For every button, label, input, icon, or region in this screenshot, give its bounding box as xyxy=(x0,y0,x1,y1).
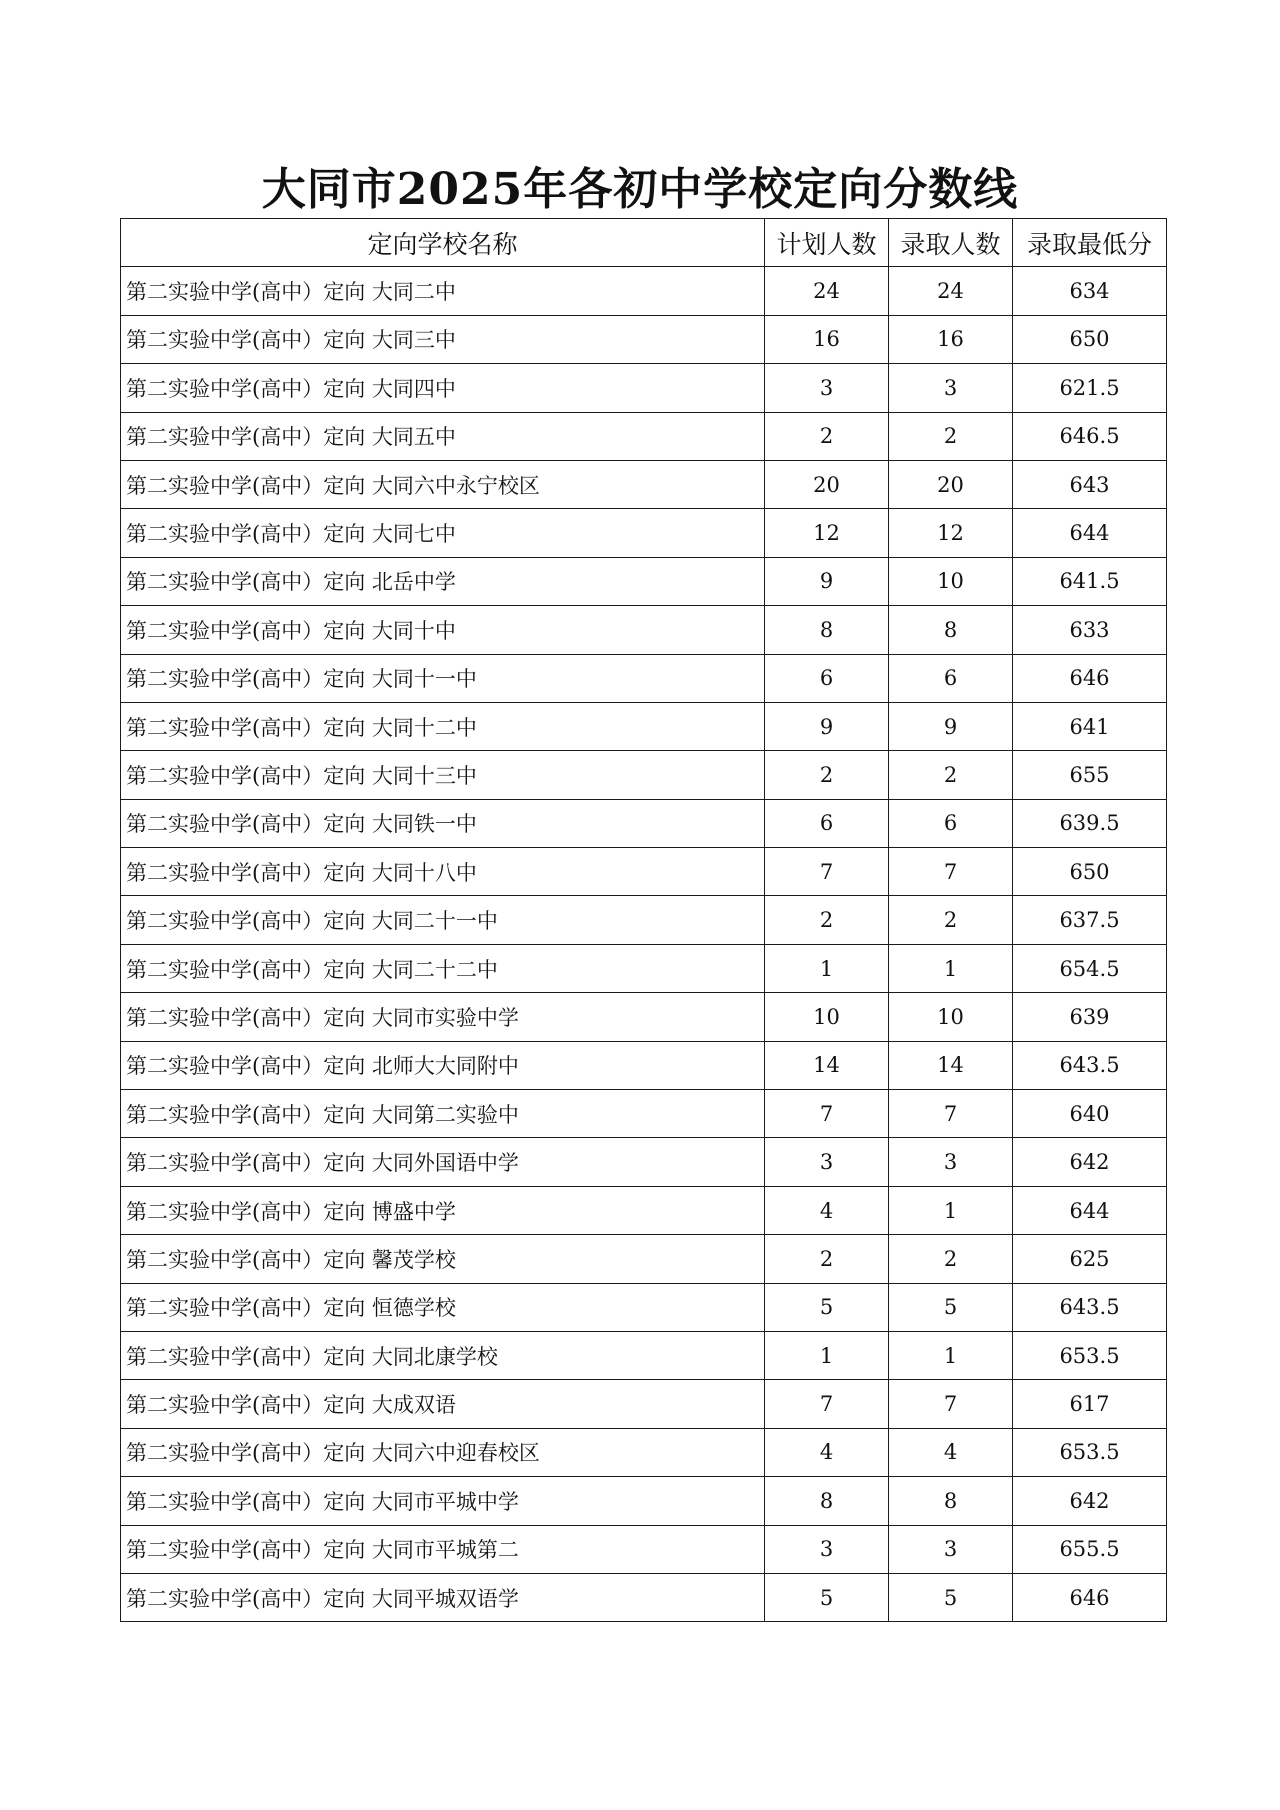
cell-school-name: 第二实验中学(高中）定向 大同十一中 xyxy=(121,654,765,702)
cell-min-score: 643.5 xyxy=(1013,1041,1167,1089)
cell-school-name: 第二实验中学(高中）定向 大同第二实验中 xyxy=(121,1090,765,1138)
cell-admitted-count: 8 xyxy=(889,1477,1013,1525)
cell-plan-count: 16 xyxy=(765,315,889,363)
cell-plan-count: 2 xyxy=(765,412,889,460)
cell-plan-count: 2 xyxy=(765,751,889,799)
cell-school-name: 第二实验中学(高中）定向 恒德学校 xyxy=(121,1283,765,1331)
cell-plan-count: 4 xyxy=(765,1186,889,1234)
cell-min-score: 650 xyxy=(1013,848,1167,896)
table-row xyxy=(121,1573,1167,1621)
table-row xyxy=(121,1235,1167,1283)
table-row xyxy=(121,1428,1167,1476)
cell-admitted-count: 7 xyxy=(889,1090,1013,1138)
cell-school-name: 第二实验中学(高中）定向 北岳中学 xyxy=(121,557,765,605)
cell-admitted-count: 2 xyxy=(889,1235,1013,1283)
cell-plan-count: 8 xyxy=(765,606,889,654)
cell-min-score: 640 xyxy=(1013,1090,1167,1138)
cell-min-score: 641 xyxy=(1013,702,1167,750)
cell-admitted-count: 6 xyxy=(889,799,1013,847)
cell-min-score: 617 xyxy=(1013,1380,1167,1428)
cell-admitted-count: 6 xyxy=(889,654,1013,702)
cell-school-name: 第二实验中学(高中）定向 大同铁一中 xyxy=(121,799,765,847)
table-row xyxy=(121,606,1167,654)
table-row xyxy=(121,460,1167,508)
table-row xyxy=(121,412,1167,460)
page-title: 大同市2025年各初中学校定向分数线 xyxy=(261,164,1019,215)
table-row xyxy=(121,896,1167,944)
cell-min-score: 639.5 xyxy=(1013,799,1167,847)
cell-plan-count: 1 xyxy=(765,944,889,992)
cell-school-name: 第二实验中学(高中）定向 大同北康学校 xyxy=(121,1331,765,1379)
cell-school-name: 第二实验中学(高中）定向 大同市实验中学 xyxy=(121,993,765,1041)
cell-min-score: 646 xyxy=(1013,654,1167,702)
cell-plan-count: 7 xyxy=(765,1380,889,1428)
cell-plan-count: 1 xyxy=(765,1331,889,1379)
cell-admitted-count: 7 xyxy=(889,1380,1013,1428)
table-row xyxy=(121,1525,1167,1573)
cell-school-name: 第二实验中学(高中）定向 大同二十一中 xyxy=(121,896,765,944)
table-row xyxy=(121,1186,1167,1234)
cell-school-name: 第二实验中学(高中）定向 大同十八中 xyxy=(121,848,765,896)
cell-admitted-count: 5 xyxy=(889,1283,1013,1331)
cell-admitted-count: 24 xyxy=(889,267,1013,315)
cell-school-name: 第二实验中学(高中）定向 大同十中 xyxy=(121,606,765,654)
cell-plan-count: 12 xyxy=(765,509,889,557)
cell-admitted-count: 3 xyxy=(889,364,1013,412)
cell-admitted-count: 14 xyxy=(889,1041,1013,1089)
cell-min-score: 643 xyxy=(1013,460,1167,508)
cell-school-name: 第二实验中学(高中）定向 大成双语 xyxy=(121,1380,765,1428)
cell-school-name: 第二实验中学(高中）定向 大同五中 xyxy=(121,412,765,460)
cell-admitted-count: 4 xyxy=(889,1428,1013,1476)
cell-plan-count: 9 xyxy=(765,557,889,605)
cell-admitted-count: 10 xyxy=(889,993,1013,1041)
cell-min-score: 643.5 xyxy=(1013,1283,1167,1331)
cell-school-name: 第二实验中学(高中）定向 北师大大同附中 xyxy=(121,1041,765,1089)
cell-plan-count: 14 xyxy=(765,1041,889,1089)
header-school-name: 定向学校名称 xyxy=(121,219,765,267)
table-row xyxy=(121,364,1167,412)
table-header-row xyxy=(121,219,1167,267)
table-row xyxy=(121,1380,1167,1428)
cell-plan-count: 10 xyxy=(765,993,889,1041)
cell-plan-count: 3 xyxy=(765,1525,889,1573)
cell-school-name: 第二实验中学(高中）定向 大同外国语中学 xyxy=(121,1138,765,1186)
cell-plan-count: 20 xyxy=(765,460,889,508)
cell-plan-count: 2 xyxy=(765,1235,889,1283)
cell-admitted-count: 16 xyxy=(889,315,1013,363)
cell-min-score: 634 xyxy=(1013,267,1167,315)
cell-min-score: 625 xyxy=(1013,1235,1167,1283)
cell-school-name: 第二实验中学(高中）定向 大同四中 xyxy=(121,364,765,412)
cell-admitted-count: 12 xyxy=(889,509,1013,557)
cell-min-score: 653.5 xyxy=(1013,1428,1167,1476)
table-row xyxy=(121,848,1167,896)
cell-min-score: 646.5 xyxy=(1013,412,1167,460)
table-row xyxy=(121,1331,1167,1379)
header-min-score: 录取最低分 xyxy=(1013,219,1167,267)
cell-min-score: 642 xyxy=(1013,1138,1167,1186)
cell-plan-count: 6 xyxy=(765,654,889,702)
cell-min-score: 646 xyxy=(1013,1573,1167,1621)
cell-min-score: 654.5 xyxy=(1013,944,1167,992)
cell-school-name: 第二实验中学(高中）定向 大同三中 xyxy=(121,315,765,363)
cell-school-name: 第二实验中学(高中）定向 大同十二中 xyxy=(121,702,765,750)
cell-school-name: 第二实验中学(高中）定向 大同二中 xyxy=(121,267,765,315)
cell-school-name: 第二实验中学(高中）定向 大同二十二中 xyxy=(121,944,765,992)
cell-plan-count: 5 xyxy=(765,1573,889,1621)
cell-admitted-count: 1 xyxy=(889,1186,1013,1234)
table-row xyxy=(121,267,1167,315)
cell-min-score: 655.5 xyxy=(1013,1525,1167,1573)
cell-school-name: 第二实验中学(高中）定向 馨茂学校 xyxy=(121,1235,765,1283)
cell-admitted-count: 9 xyxy=(889,702,1013,750)
cell-plan-count: 3 xyxy=(765,364,889,412)
cell-plan-count: 2 xyxy=(765,896,889,944)
table-row xyxy=(121,1477,1167,1525)
cell-min-score: 655 xyxy=(1013,751,1167,799)
cell-admitted-count: 5 xyxy=(889,1573,1013,1621)
score-table xyxy=(120,218,1167,1622)
table-row xyxy=(121,1283,1167,1331)
cell-admitted-count: 3 xyxy=(889,1525,1013,1573)
cell-admitted-count: 1 xyxy=(889,1331,1013,1379)
table-row xyxy=(121,993,1167,1041)
cell-min-score: 644 xyxy=(1013,1186,1167,1234)
table-row xyxy=(121,1090,1167,1138)
cell-school-name: 第二实验中学(高中）定向 大同六中永宁校区 xyxy=(121,460,765,508)
cell-school-name: 第二实验中学(高中）定向 大同市平城第二 xyxy=(121,1525,765,1573)
cell-admitted-count: 10 xyxy=(889,557,1013,605)
table-row xyxy=(121,1138,1167,1186)
table-body xyxy=(121,267,1167,1622)
table-row xyxy=(121,509,1167,557)
cell-school-name: 第二实验中学(高中）定向 博盛中学 xyxy=(121,1186,765,1234)
cell-admitted-count: 1 xyxy=(889,944,1013,992)
cell-min-score: 644 xyxy=(1013,509,1167,557)
cell-min-score: 641.5 xyxy=(1013,557,1167,605)
table-row xyxy=(121,751,1167,799)
cell-plan-count: 5 xyxy=(765,1283,889,1331)
cell-school-name: 第二实验中学(高中）定向 大同十三中 xyxy=(121,751,765,799)
cell-min-score: 633 xyxy=(1013,606,1167,654)
cell-school-name: 第二实验中学(高中）定向 大同七中 xyxy=(121,509,765,557)
cell-admitted-count: 8 xyxy=(889,606,1013,654)
cell-admitted-count: 2 xyxy=(889,751,1013,799)
table-row xyxy=(121,944,1167,992)
cell-min-score: 642 xyxy=(1013,1477,1167,1525)
table-row xyxy=(121,1041,1167,1089)
cell-admitted-count: 7 xyxy=(889,848,1013,896)
cell-plan-count: 6 xyxy=(765,799,889,847)
cell-plan-count: 24 xyxy=(765,267,889,315)
cell-plan-count: 7 xyxy=(765,848,889,896)
cell-admitted-count: 20 xyxy=(889,460,1013,508)
header-plan-count: 计划人数 xyxy=(765,219,889,267)
table-row xyxy=(121,654,1167,702)
cell-min-score: 621.5 xyxy=(1013,364,1167,412)
cell-admitted-count: 3 xyxy=(889,1138,1013,1186)
cell-plan-count: 8 xyxy=(765,1477,889,1525)
table-row xyxy=(121,799,1167,847)
cell-plan-count: 9 xyxy=(765,702,889,750)
cell-school-name: 第二实验中学(高中）定向 大同平城双语学 xyxy=(121,1573,765,1621)
cell-admitted-count: 2 xyxy=(889,896,1013,944)
cell-plan-count: 3 xyxy=(765,1138,889,1186)
cell-min-score: 637.5 xyxy=(1013,896,1167,944)
cell-min-score: 650 xyxy=(1013,315,1167,363)
cell-min-score: 639 xyxy=(1013,993,1167,1041)
table-row xyxy=(121,315,1167,363)
cell-plan-count: 4 xyxy=(765,1428,889,1476)
cell-min-score: 653.5 xyxy=(1013,1331,1167,1379)
table-row xyxy=(121,557,1167,605)
header-admitted-count: 录取人数 xyxy=(889,219,1013,267)
table-row xyxy=(121,702,1167,750)
cell-school-name: 第二实验中学(高中）定向 大同六中迎春校区 xyxy=(121,1428,765,1476)
cell-admitted-count: 2 xyxy=(889,412,1013,460)
cell-school-name: 第二实验中学(高中）定向 大同市平城中学 xyxy=(121,1477,765,1525)
cell-plan-count: 7 xyxy=(765,1090,889,1138)
